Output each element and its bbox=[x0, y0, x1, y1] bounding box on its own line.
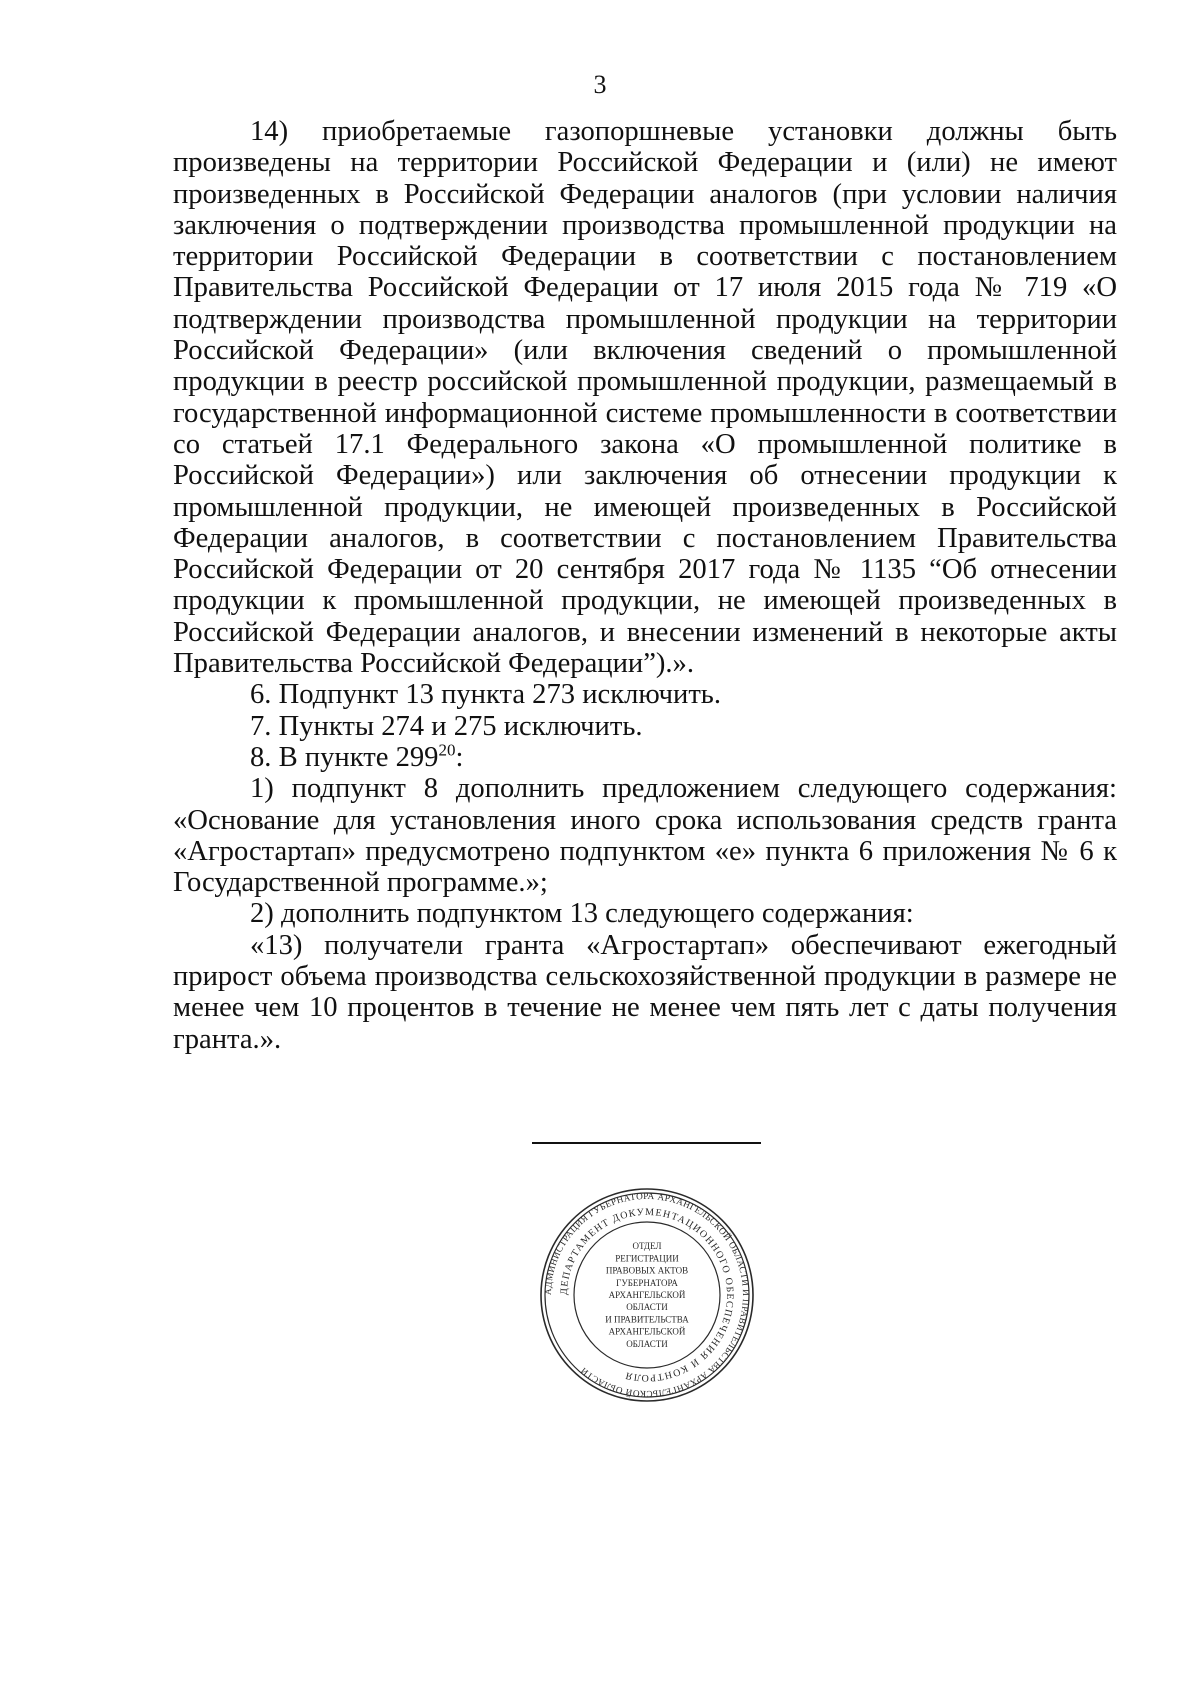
point-8-text: 8. В пункте 299 bbox=[250, 741, 439, 773]
point-8-suffix: : bbox=[455, 741, 464, 773]
paragraph-point-7: 7. Пункты 274 и 275 исключить. bbox=[250, 710, 643, 742]
paragraph-subpoint-1: 1) подпункт 8 дополнить предложением следующего содержания: «Основание для установления иного срока использования средств гранта «Агростартап» предусмотрено подпунктом «е» пункта 6 приложения № 6 к Государственной программе.»; bbox=[173, 773, 1117, 899]
stamp-center-line: АРХАНГЕЛЬСКОЙ bbox=[608, 1290, 686, 1300]
stamp-center-line: АРХАНГЕЛЬСКОЙ bbox=[608, 1326, 686, 1337]
paragraph-point-8 bbox=[173, 742, 1117, 773]
registration-stamp bbox=[538, 1186, 756, 1404]
paragraph-item-14: 14) приобретаемые газопоршневые установки должны быть произведены на территории Российской Федерации и (или) не имеют произведенных в Российской Федерации аналогов (при условии наличия заключения о подтверждении производства промышленной продукции на территории Российской Федерации в соответствии с постановлением Правительства Российской Федерации от 17 июля 2015 года № 719 «О подтверждении производства промышленной продукции на территории Российской Федерации» (или включения сведений о промышленной продукции в реестр российской промышленной продукции, размещаемый в государственной информационной системе промышленности в соответствии со статьей 17.1 Федерального закона «О промышленной политике в Российской Федерации») или заключения об отнесении продукции к промышленной продукции, не имеющей произведенных в Российской Федерации аналогов, в соответствии с постановлением Правительства Российской Федерации от 20 сентября 2017 года № 1135 “Об отнесении продукции к промышленной продукции, не имеющей произведенных в Российской Федерации аналогов, и внесении изменений в некоторые акты Правительства Российской Федерации”).». bbox=[173, 116, 1117, 680]
stamp-center-line: ОТДЕЛ bbox=[632, 1241, 662, 1252]
paragraph-subpoint-13: «13) получатели гранта «Агростартап» обеспечивают ежегодный прирост объема производства сельскохозяйственной продукции в размере не менее чем 10 процентов в течение не менее чем пять лет с даты получения гранта.». bbox=[173, 929, 1117, 1055]
page-number: 3 bbox=[593, 70, 607, 99]
stamp-seal-image bbox=[538, 1186, 756, 1404]
svg-text:АДМИНИСТРАЦИЯ ГУБЕРНАТОРА АРХА: АДМИНИСТРАЦИЯ ГУБЕРНАТОРА АРХАНГЕЛЬСКОЙ ОБЛАСТИ И ПРАВИТЕЛЬСТВА АРХАНГЕЛЬСКОЙ ОБЛАСТИ bbox=[542, 1190, 752, 1400]
point-8-superscript: 20 bbox=[438, 740, 456, 760]
stamp-center-line: ОБЛАСТИ bbox=[626, 1302, 668, 1313]
separator-line bbox=[532, 1142, 761, 1144]
paragraph-point-6: 6. Подпункт 13 пункта 273 исключить. bbox=[250, 679, 722, 711]
paragraph-subpoint-2: 2) дополнить подпунктом 13 следующего содержания: bbox=[250, 898, 914, 930]
stamp-center-line: ОБЛАСТИ bbox=[626, 1338, 668, 1349]
document-body bbox=[173, 116, 1117, 1055]
svg-text:ДЕПАРТАМЕНТ ДОКУМЕНТАЦИОННОГО: ДЕПАРТАМЕНТ ДОКУМЕНТАЦИОННОГО ОБЕСПЕЧЕНИЯ И КОНТРОЛЯ bbox=[558, 1206, 736, 1384]
stamp-center-line: И ПРАВИТЕЛЬСТВА bbox=[605, 1314, 689, 1325]
stamp-center-line: РЕГИСТРАЦИИ bbox=[615, 1253, 679, 1264]
stamp-center-line: ПРАВОВЫХ АКТОВ bbox=[605, 1265, 689, 1276]
stamp-center-line: ГУБЕРНАТОРА bbox=[616, 1277, 678, 1288]
